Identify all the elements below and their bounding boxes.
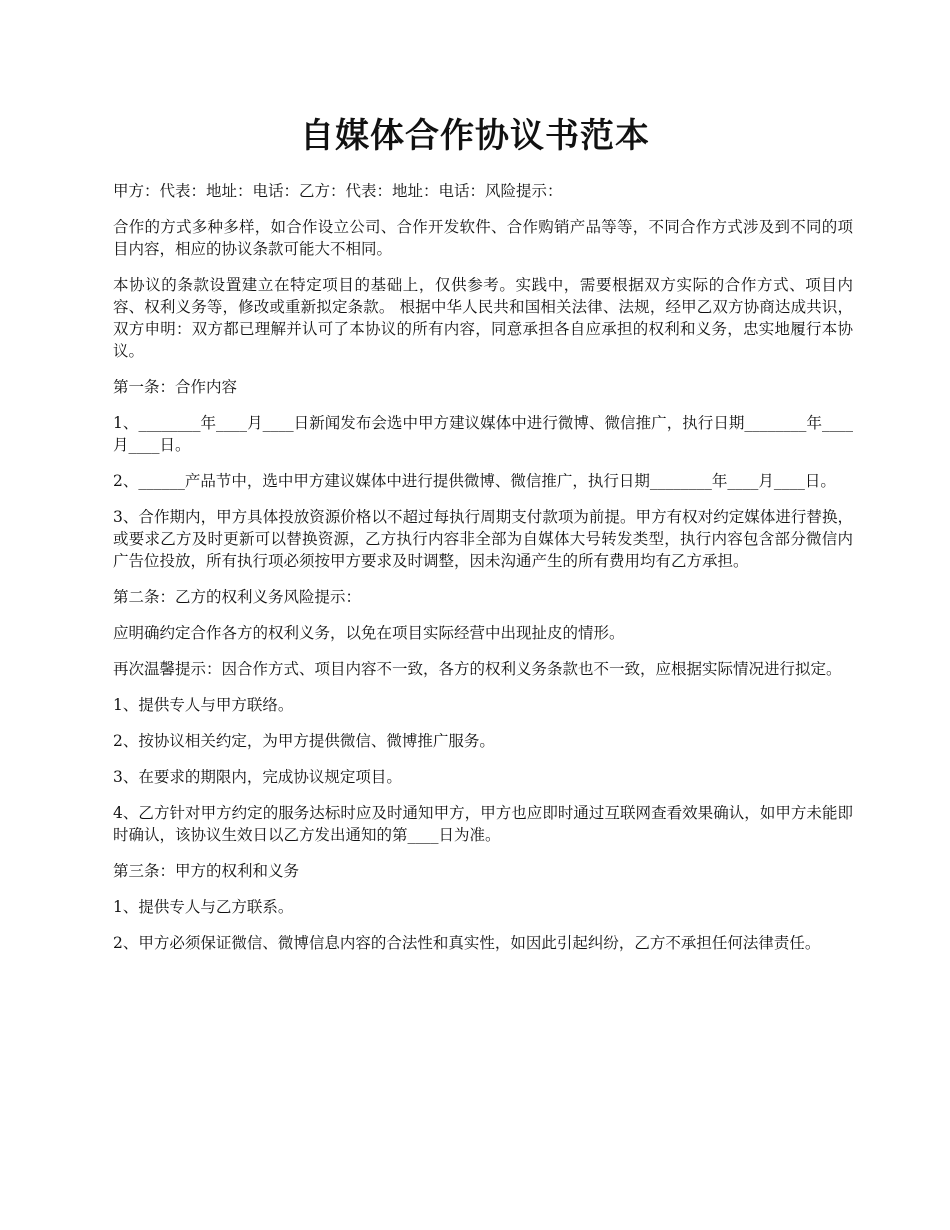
article-1-heading: 第一条：合作内容 [113, 378, 238, 396]
article-2-item-4: 4、乙方针对甲方约定的服务达标时应及时通知甲方，甲方也应即时通过互联网查看效果确认，如甲方未能即时确认，该协议生效日以乙方发出通知的第____日为准。 [113, 804, 853, 844]
article-3-item-2: 2、甲方必须保证微信、微博信息内容的合法性和真实性，如因此引起纠纷，乙方不承担任何法律责任。 [113, 934, 821, 952]
document-body [113, 180, 853, 968]
article-1-item-1: 1、________年____月____日新闻发布会选中甲方建议媒体中进行微博、微信推广，执行日期________年____月____日。 [113, 414, 853, 454]
document-title: 自媒体合作协议书范本 [300, 116, 650, 156]
article-2-reminder: 再次温馨提示：因合作方式、项目内容不一致，各方的权利义务条款也不一致，应根据实际情况进行拟定。 [113, 660, 842, 678]
paragraph-clause-basis: 本协议的条款设置建立在特定项目的基础上，仅供参考。实践中，需要根据双方实际的合作方式、项目内容、权利义务等，修改或重新拟定条款。 根据中华人民共和国相关法律、法规，经甲乙双方协商达成共识，双方申明：双方都已理解并认可了本协议的所有内容，同意承担各自应承担的权利和义务，忠实地履行本协议。 [113, 276, 853, 360]
article-2-item-2: 2、按协议相关约定，为甲方提供微信、微博推广服务。 [113, 732, 495, 750]
article-3-heading: 第三条：甲方的权利和义务 [113, 862, 300, 880]
article-1-item-2: 2、______产品节中，选中甲方建议媒体中进行提供微博、微信推广，执行日期________年____月____日。 [113, 472, 836, 490]
article-2-heading: 第二条：乙方的权利义务风险提示： [113, 588, 362, 606]
article-1-item-3: 3、合作期内，甲方具体投放资源价格以不超过每执行周期支付款项为前提。甲方有权对约定媒体进行替换，或要求乙方及时更新可以替换资源，乙方执行内容非全部为自媒体大号转发类型，执行内容包含部分微信内广告位投放，所有执行项必须按甲方要求及时调整，因未沟通产生的所有费用均有乙方承担。 [113, 508, 853, 570]
article-2-note: 应明确约定合作各方的权利义务，以免在项目实际经营中出现扯皮的情形。 [113, 624, 625, 642]
paragraph-parties: 甲方：代表：地址：电话：乙方：代表：地址：电话：风险提示： [113, 182, 563, 200]
article-2-item-3: 3、在要求的期限内，完成协议规定项目。 [113, 768, 402, 786]
article-2-item-1: 1、提供专人与甲方联络。 [113, 696, 294, 714]
paragraph-cooperation-methods: 合作的方式多种多样，如合作设立公司、合作开发软件、合作购销产品等等，不同合作方式涉及到不同的项目内容，相应的协议条款可能大不相同。 [113, 218, 853, 258]
article-3-item-1: 1、提供专人与乙方联系。 [113, 898, 294, 916]
